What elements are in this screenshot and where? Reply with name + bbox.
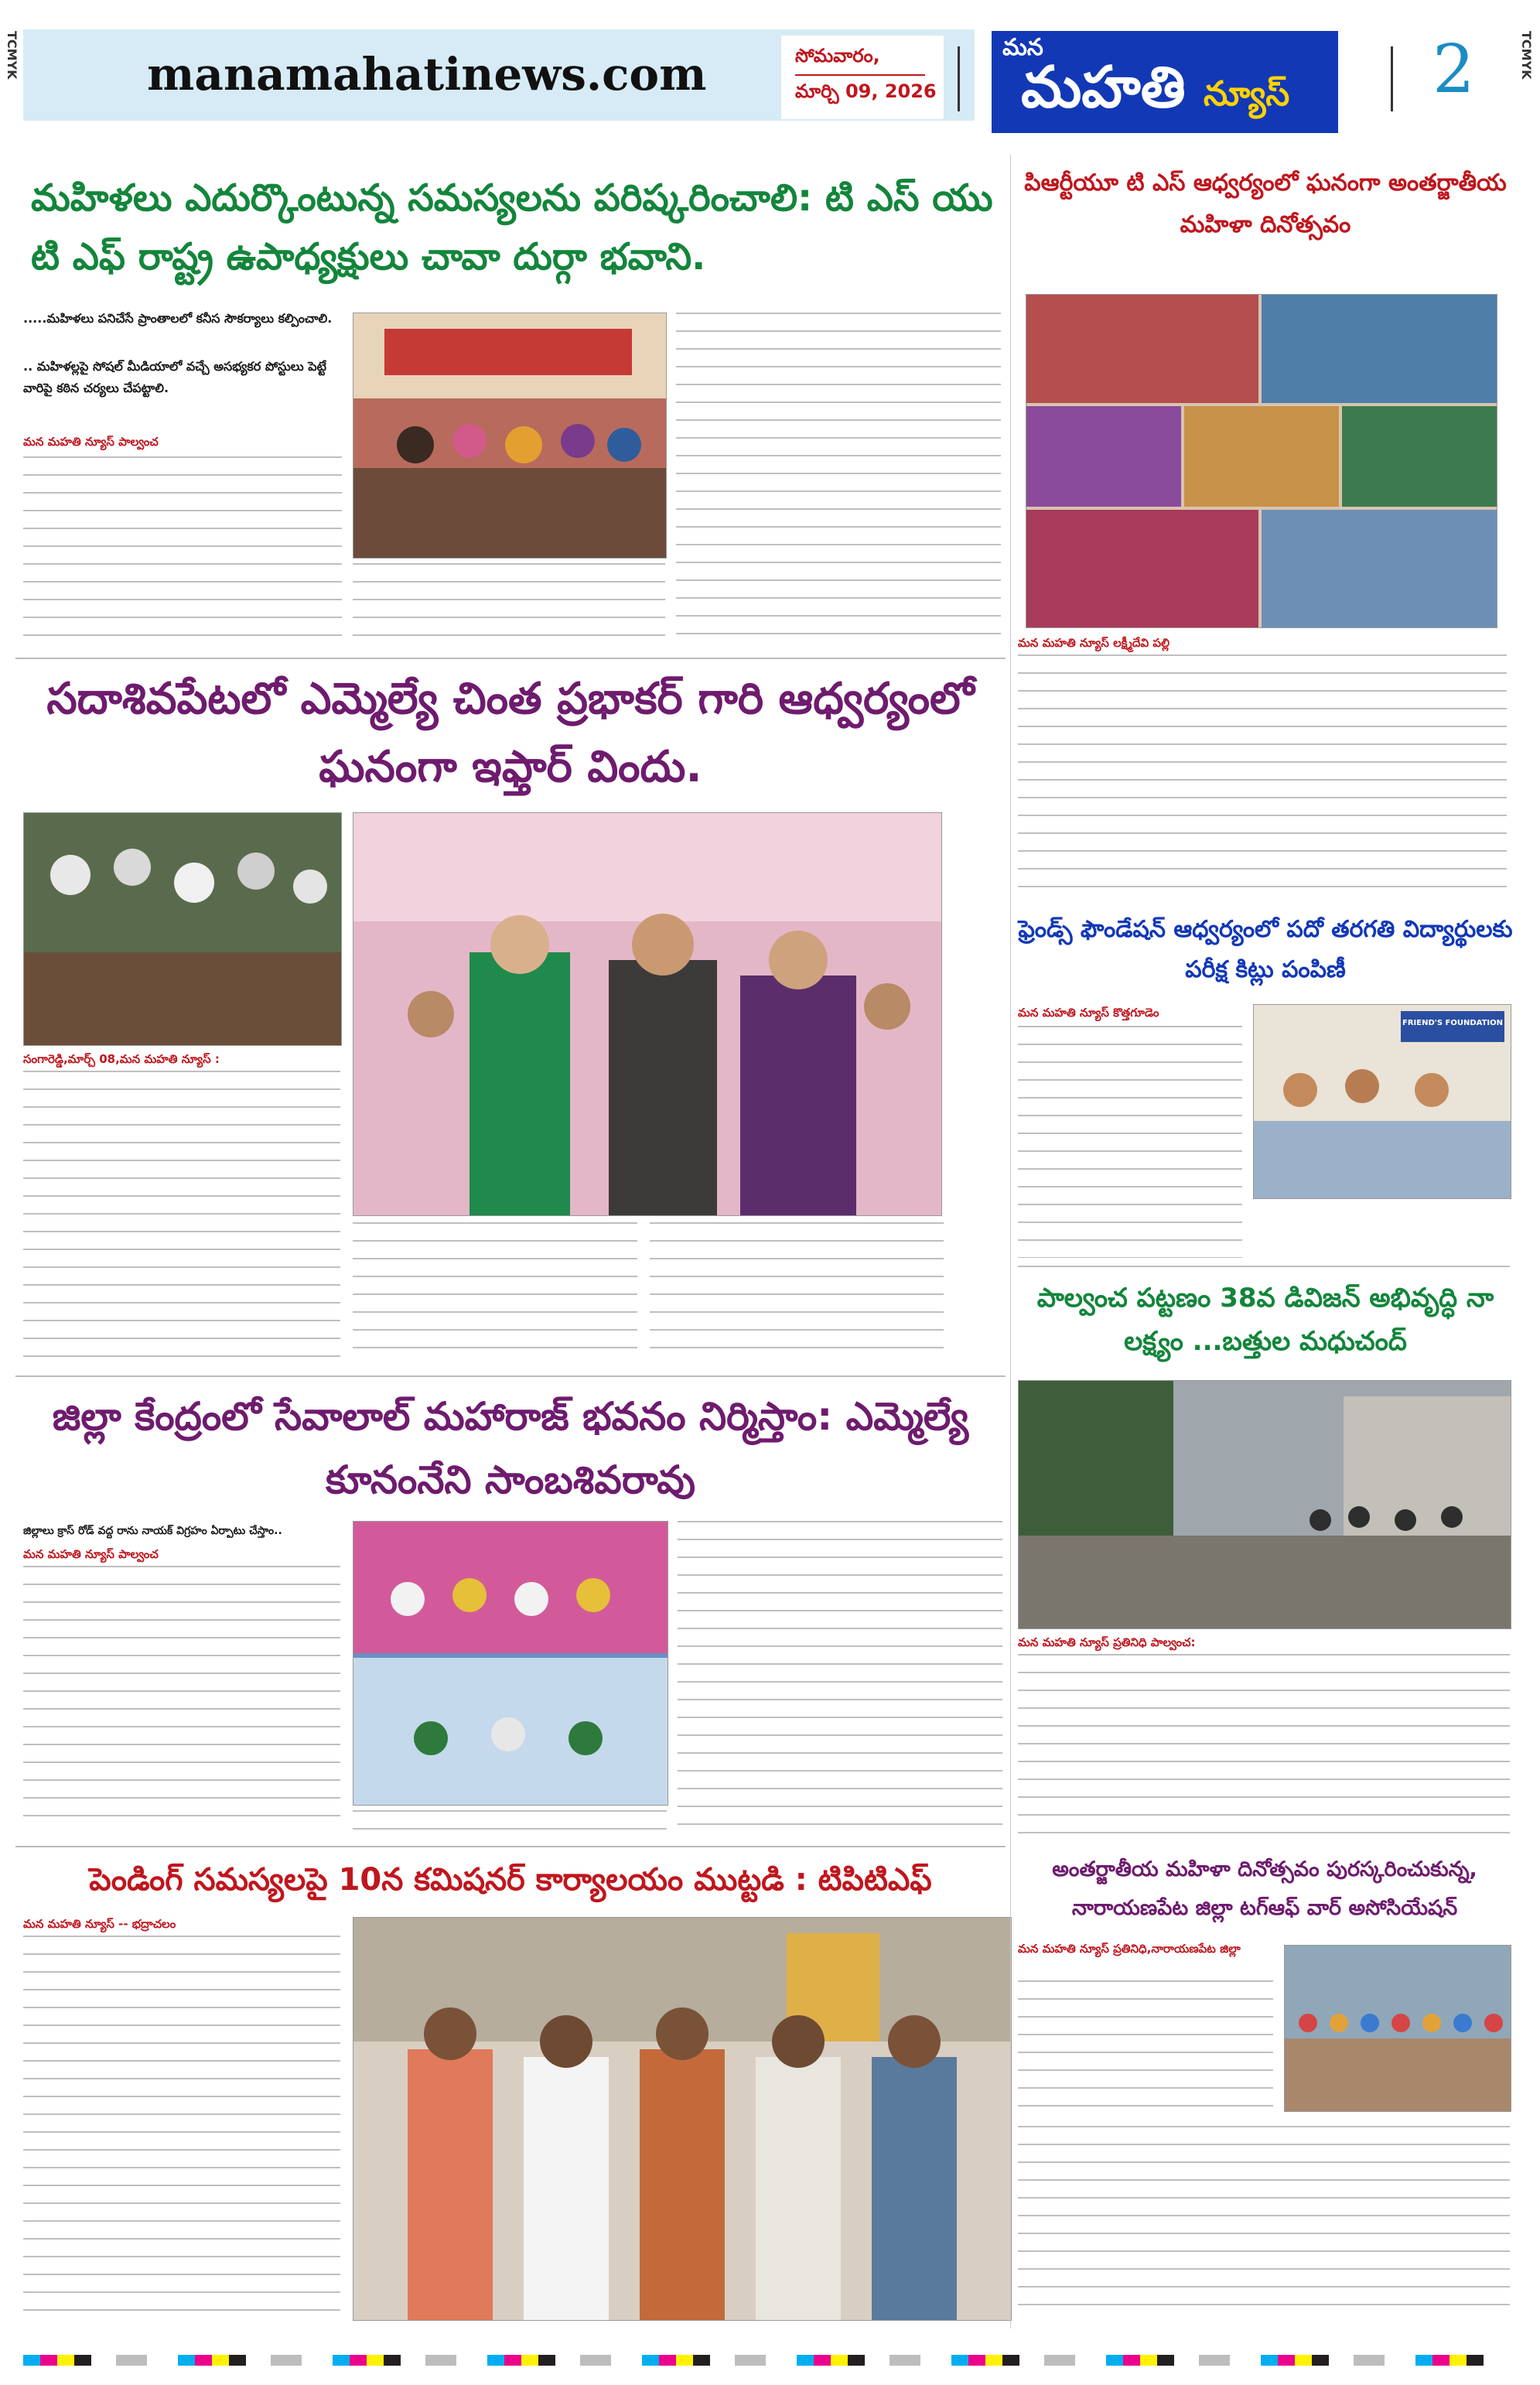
masthead-divider-right [1391, 46, 1393, 111]
story3-body-col2 [353, 1222, 637, 1365]
story1-body-col1 [23, 456, 342, 648]
story6-body-col2 [353, 1810, 667, 1833]
story1-photo-women-day-event [353, 313, 667, 559]
story6-body-col3 [678, 1521, 1002, 1833]
story8-headline: పెండింగ్ సమస్యలపై 10న కమిషనర్ కార్యాలయం ముట్టడి : టిపిటిఎఫ్ [89, 1862, 932, 1898]
logo-news-text: న్యూస్ [1204, 74, 1290, 114]
story5-headline: పాల్వంచ పట్టణం 38వ డివిజన్ అభివృద్ధి నా లక్ష్యం ...బత్తుల మధుచంద్ [1036, 1283, 1494, 1357]
story4-headline: ఫ్రెండ్స్ ఫౌండేషన్ ఆధ్వర్యంలో పదో తరగతి విద్యార్థులకు పరీక్ష కిట్లు పంపిణీ [1018, 916, 1513, 983]
story6-body-col1 [23, 1566, 340, 1832]
story1-dateline: మన మహతి న్యూస్ పాల్వంచ [23, 435, 159, 449]
logo-main-text: మహతి [1021, 54, 1186, 121]
story1-headline: మహిళలు ఎదుర్కొంటున్న సమస్యలను పరిష్కరించాలి: టి ఎస్ యు టి ఎఫ్ రాష్ట్ర ఉపాధ్యక్షులు చావా దుర్గా భవాని. [31, 176, 993, 278]
date-rule [795, 74, 925, 76]
story1-bullet-2: .. మహిళల్లపై సోషల్ మీడియాలో వచ్చే అసభ్యకర పోస్టులు పెట్టే వారిపై కఠిన చర్యలు చేపట్టాలి. [23, 359, 326, 395]
story7-dateline: మన మహతి న్యూస్ ప్రతినిధి,నారాయణపేట జిల్లా [1018, 1942, 1241, 1956]
website-name: manamahatinews.com [147, 48, 707, 101]
story2-headline: పిఆర్టీయూ టి ఎస్ ఆధ్వర్యంలో ఘనంగా అంతర్జాతీయ మహిళా దినోత్సవం [1024, 169, 1507, 238]
story2-photo-collage [1026, 294, 1497, 628]
section-rule-1 [15, 658, 1006, 659]
section-rule-2 [15, 1375, 1006, 1377]
story5-dateline: మన మహతి న్యూస్ ప్రతినిధి పాల్వంచ: [1018, 1635, 1196, 1649]
story3-photo-iftar-crowd [23, 812, 342, 1046]
section-rule-3 [15, 1846, 1006, 1847]
story7-photo-tug-of-war [1284, 1945, 1511, 2112]
story5-photo-road-works [1018, 1380, 1511, 1629]
print-color-bar [23, 2355, 1508, 2366]
friends-foundation-banner-text: FRIEND'S FOUNDATION [1402, 1019, 1503, 1027]
story7-body-full [1018, 2126, 1510, 2319]
story1-body-col2 [353, 563, 665, 648]
story5-body [1018, 1654, 1510, 1840]
story8-photo-teachers-group [353, 1917, 1012, 2321]
story3-headline: సదాశివపేటలో ఎమ్మెల్యే చింత ప్రభాకర్ గారి ఆధ్వర్యంలో ఘనంగా ఇఫ్తార్ విందు. [46, 674, 975, 792]
column-rule-right [1010, 155, 1011, 2329]
story3-photo-mla-iftar [353, 812, 942, 1216]
page-number: 2 [1432, 31, 1475, 108]
story8-dateline: మన మహతి న్యూస్ -- భద్రాచలం [23, 1917, 176, 1931]
story6-dateline: మన మహతి న్యూస్ పాల్వంచ [23, 1547, 159, 1561]
story3-body-col1 [23, 1071, 340, 1365]
story4-dateline: మన మహతి న్యూస్ కొత్తగూడెం [1018, 1006, 1159, 1020]
story3-body-col3 [650, 1222, 944, 1365]
story1-body-col3 [676, 313, 1001, 648]
registration-marks-right: TCMYK [1519, 31, 1534, 80]
story1-bullet-1: .....మహిళలు పనిచేసే ప్రాంతాలలో కనీస సౌకర్యాలు కల్పించాలి. [23, 311, 333, 326]
registration-marks-left: TCMYK [5, 31, 19, 80]
issue-date: మార్చి 09, 2026 [795, 80, 937, 102]
story3-dateline: సంగారెడ్డి,మార్చ్ 08,మన మహతి న్యూస్ : [23, 1052, 220, 1066]
logo-small-text: మన [1002, 34, 1043, 61]
issue-day: సోమవారం, [795, 45, 880, 67]
masthead-divider-left [958, 46, 960, 111]
story6-headline: జిల్లా కేంద్రంలో సేవాలాల్ మహారాజ్ భవనం నిర్మిస్తాం: ఎమ్మెల్యే కూనంనేని సాంబశివరావు [52, 1394, 969, 1502]
story6-photo-sevalal-event [353, 1521, 668, 1806]
story8-body [23, 1936, 340, 2319]
story2-body [1018, 654, 1507, 894]
story6-subheadline: జిల్లాలు క్రాస్ రోడ్ వద్ద రాను నాయక్ విగ్రహం ఏర్పాటు చేస్తాం.. [23, 1525, 282, 1537]
story4-body-col1 [1018, 1026, 1242, 1258]
story2-dateline: మన మహతి న్యూస్ లక్ష్మీదేవి పల్లి [1018, 636, 1170, 650]
story7-body-col1 [1018, 1980, 1273, 2120]
story4-photo-exam-kits [1253, 1004, 1511, 1199]
story7-headline: అంతర్జాతీయ మహిళా దినోత్సవం పురస్కరించుకున్న, నారాయణపేట జిల్లా టగ్ఆఫ్ వార్ అసోసియేషన్ [1052, 1857, 1477, 1920]
